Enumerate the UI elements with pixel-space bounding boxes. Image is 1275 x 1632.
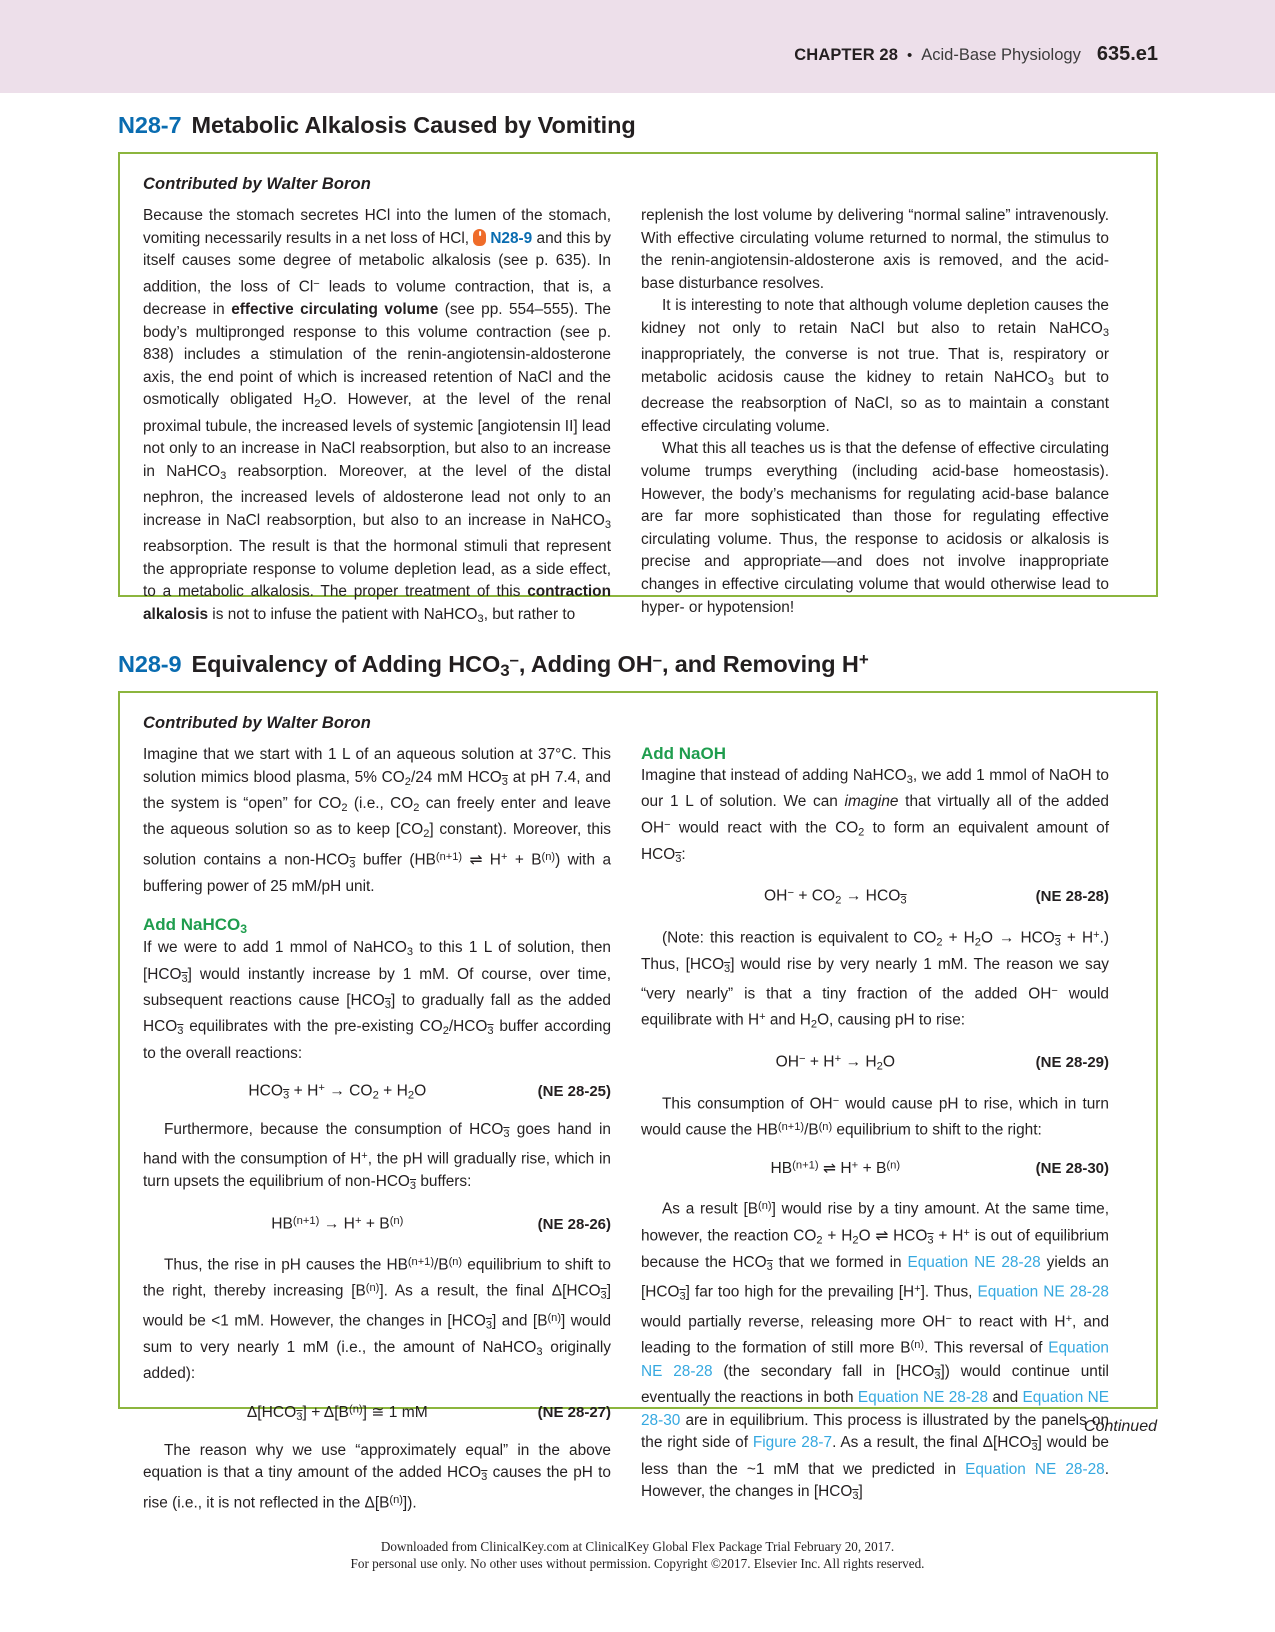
text-run: can freely enter and leave the aqueous solution so as to keep [CO <box>143 794 611 839</box>
superscript: + <box>963 1226 970 1239</box>
subscript: 3 <box>501 775 508 788</box>
equation-link-ne-28-28[interactable]: Equation NE 28-28 <box>965 1460 1105 1478</box>
paragraph-saline-continued <box>641 205 1109 295</box>
equation-number: (NE 28-30) <box>1035 1160 1109 1178</box>
figure-link-28-7[interactable]: Figure 28-7 <box>752 1434 833 1452</box>
paragraph-consumption-oh <box>641 1090 1109 1143</box>
text-run: ] would sum to very nearly 1 mM (i.e., the amount of NaHCO <box>143 1312 612 1356</box>
subscript: 3 <box>536 1345 543 1358</box>
running-head-chapter: CHAPTER 28 <box>794 46 898 64</box>
paragraph-furthermore <box>143 1119 611 1198</box>
equation-body: $OH^- + H^+ \to H_2O$ <box>775 1053 896 1073</box>
text-run: ] far too high for the prevailing [H <box>685 1283 915 1301</box>
subscript: 2 <box>835 894 842 907</box>
text-run: Thus, the rise in pH causes the HB <box>164 1256 408 1274</box>
text-run: buffer (HB <box>355 851 436 869</box>
text-run: This consumption of OH <box>662 1095 833 1113</box>
text-run: ] would rise by very nearly 1 mM. The reason we say “very nearly” is that a tiny fraction of the added OH <box>641 955 1109 1003</box>
text-run: ⇌ H <box>462 851 501 869</box>
equation-number: (NE 28-27) <box>537 1403 611 1421</box>
superscript: + <box>1093 928 1100 941</box>
text-run: and this by itself causes some degree of metabolic alkalosis (see p. 635). In addition, the loss of Cl <box>143 229 611 296</box>
text-run: ]). <box>402 1494 417 1512</box>
subscript: 2 <box>810 1018 818 1031</box>
text-run: ] constant). Moreover, this solution contains a non-HCO <box>143 821 611 869</box>
text-run: and <box>988 1388 1023 1406</box>
subscript: 3 <box>500 661 510 681</box>
text-run: O ⇌ HCO <box>858 1227 928 1245</box>
paragraph-note-equivalent <box>641 924 1109 1037</box>
superscript: (n+1) <box>407 1255 435 1268</box>
equation-number: (NE 28-29) <box>1035 1054 1109 1072</box>
superscript: + <box>858 650 869 669</box>
subscript: 2 <box>341 801 348 814</box>
superscript: + <box>361 1150 368 1163</box>
equation-ne-28-25 <box>143 1082 611 1102</box>
cross-reference-n28-9[interactable]: N28-9 <box>490 229 533 247</box>
superscript: − <box>664 818 671 831</box>
subscript: 3 <box>384 998 391 1011</box>
subscript: 2 <box>442 1025 449 1038</box>
subscript: 2 <box>404 775 411 788</box>
subscript: 3 <box>604 518 611 531</box>
superscript: (n+1) <box>292 1214 320 1227</box>
subscript: 2 <box>314 398 321 411</box>
footer-line-2: For personal use only. No other uses without permission. Copyright ©2017. Elsevier Inc. All rights reserved. <box>350 1556 925 1571</box>
text-run: It is interesting to note that although volume depletion causes the kidney not only to retain NaCl but also to retain NaHCO <box>641 297 1109 337</box>
superscript: (n) <box>541 850 556 863</box>
subscript: 3 <box>1031 1440 1038 1453</box>
page-folio: 635.e1 <box>1096 43 1158 65</box>
paragraph-add-nahco3 <box>143 937 611 1065</box>
text-run: replenish the lost volume by delivering “normal saline” intravenously. With effective circulating volume returned to normal, the stimulus to the renin-angiotensin-aldosterone axis is removed, and the acid-base disturbance resolves. <box>641 207 1109 292</box>
text-run: is not to infuse the patient with NaHCO <box>208 606 478 624</box>
title-part: , Adding OH <box>518 651 653 678</box>
superscript: + <box>354 1214 362 1227</box>
text-run: The reason why we use “approximately equal” in the above equation is that a tiny amount of the added HCO <box>143 1441 611 1482</box>
text-run: , the pH will gradually rise, which in turn upsets the equilibrium of non-HCO <box>143 1150 611 1191</box>
subscript: 3 <box>481 1470 488 1483</box>
subscript: 3 <box>177 1025 184 1038</box>
superscript: − <box>1051 985 1058 998</box>
text-run: ]) would continue until eventually the reactions in both <box>641 1362 1109 1406</box>
running-head <box>794 43 1158 66</box>
superscript: – <box>652 650 662 669</box>
text-run: goes hand in hand with the consumption of H <box>143 1120 611 1168</box>
text-run: inappropriately, the converse is not true. That is, respiratory or metabolic acidosis cause the kidney to retain NaHCO <box>641 346 1109 386</box>
superscript: + <box>1065 1313 1073 1326</box>
text-run: would equilibrate with H <box>641 985 1109 1030</box>
text-run: but to decrease the reabsorption of NaCl, so as to maintain a constant effective circulating volume. <box>641 368 1109 435</box>
superscript: + <box>318 1082 325 1095</box>
subscript: 3 <box>283 1089 290 1102</box>
equation-number: (NE 28-26) <box>537 1215 611 1233</box>
equation-body: $HCO_3 + H^+ \to CO_2 + H_2O$ <box>248 1082 427 1102</box>
subscript: 3 <box>220 469 227 482</box>
superscript: (n) <box>547 1311 562 1324</box>
paragraph-result-bn <box>641 1195 1109 1507</box>
text-run: ] and [B <box>492 1312 548 1330</box>
text-run: causes the pH to rise (i.e., it is not reflected in the Δ[B <box>143 1464 611 1512</box>
text-run: . As a result, the final Δ[HCO <box>832 1434 1032 1452</box>
text-run: that virtually all of the added OH <box>641 793 1109 837</box>
text-run: (the secondary fall in [HCO <box>712 1362 935 1380</box>
subscript: 3 <box>1047 375 1054 388</box>
superscript: − <box>787 887 794 900</box>
subscript: 3 <box>906 773 913 786</box>
subscript: 3 <box>503 1127 510 1140</box>
text-run: As a result [B <box>662 1201 759 1219</box>
text-run: ] would instantly increase by 1 mM. Of course, over time, subsequent reactions cause [HCO <box>143 965 611 1010</box>
subscript: 3 <box>240 922 248 937</box>
superscript: + <box>851 1159 859 1172</box>
equation-ne-28-28 <box>641 887 1109 907</box>
subscript: 3 <box>485 1319 493 1332</box>
text-run: reabsorption. The result is that the hormonal stimuli that represent the appropriate response to volume depletion lead, as a side effect, to a metabolic alkalosis. The proper treatment of this <box>143 538 611 601</box>
subscript: 3 <box>409 1180 417 1193</box>
text-run: ) with a buffering power of 25 mM/pH unit. <box>143 851 612 895</box>
text-run: Because the stomach secretes HCl into the lumen of the stomach, vomiting necessarily results in a net loss of HCl, <box>143 207 611 247</box>
subscript: 3 <box>406 946 414 959</box>
equation-ne-28-29 <box>641 1053 1109 1073</box>
footer-line-1: Downloaded from ClinicalKey.com at ClinicalKey Global Flex Package Trial February 20, 2017. <box>380 1539 895 1554</box>
text-run: are in equilibrium. This process is illustrated by the panels on the right side of <box>641 1411 1109 1452</box>
equation-number: (NE 28-25) <box>537 1083 611 1101</box>
text-run: at pH 7.4, and the system is “open” for CO <box>143 768 611 812</box>
paragraph-approximately-equal <box>143 1440 611 1515</box>
paragraph-defense-ecv <box>641 438 1109 619</box>
text-run: (i.e., CO <box>347 794 414 812</box>
superscript: − <box>945 1313 952 1326</box>
equation-number: (NE 28-28) <box>1035 888 1109 906</box>
superscript: − <box>798 1053 806 1066</box>
text-run: O → HCO <box>980 929 1055 947</box>
subscript: 3 <box>477 612 484 625</box>
superscript: (n) <box>448 1255 463 1268</box>
text-run: equilibrium to shift to the right: <box>832 1121 1042 1139</box>
superscript: − <box>832 1094 840 1107</box>
subscript: 3 <box>1102 326 1109 339</box>
text-run: and H <box>765 1012 811 1030</box>
paragraph-setup <box>143 744 611 898</box>
subscript: 2 <box>974 936 981 949</box>
text-run: (Note: this reaction is equivalent to CO <box>662 929 937 947</box>
subscript: 2 <box>372 1089 379 1102</box>
superscript: (n) <box>886 1159 901 1172</box>
subscript: 3 <box>675 852 682 865</box>
subheading-add-nahco3 <box>143 915 611 936</box>
subscript: 3 <box>900 894 907 907</box>
running-head-band <box>0 0 1275 93</box>
text-run: Imagine that instead of adding NaHCO <box>641 767 907 784</box>
text-run: + H <box>822 1227 853 1245</box>
text-run: .) Thus, [HCO <box>641 929 1110 973</box>
text-run: /B <box>804 1121 819 1139</box>
text-run: + H <box>933 1227 964 1245</box>
equation-ne-28-30 <box>641 1159 1109 1178</box>
superscript: + <box>759 1011 766 1024</box>
equation-link-ne-28-28[interactable]: Equation NE 28-28 <box>977 1283 1109 1301</box>
superscript: + <box>500 850 508 863</box>
content-box-n28-7 <box>118 152 1158 625</box>
text-run: , we add 1 mmol of NaOH to our 1 L of solution. We can <box>641 767 1109 811</box>
superscript: (n) <box>365 1281 380 1294</box>
subscript: 3 <box>600 1289 607 1302</box>
equation-link-ne-28-28[interactable]: Equation NE 28-28 <box>907 1253 1041 1271</box>
two-column-layout <box>143 744 1133 1515</box>
section-number: N28-7 <box>118 112 182 138</box>
subscript: 3 <box>934 1369 941 1382</box>
text-run: would partially reverse, releasing more OH <box>641 1313 946 1331</box>
subscript: 2 <box>936 936 943 949</box>
superscript: (n) <box>389 1493 403 1506</box>
superscript: (n) <box>389 1214 404 1227</box>
text-run: buffers: <box>416 1173 472 1191</box>
superscript: (n+1) <box>792 1159 819 1172</box>
text-run: to this 1 L of solution, then [HCO <box>143 939 611 983</box>
text-run: would cause pH to rise, which in turn would cause the HB <box>641 1095 1109 1139</box>
paragraph-add-naoh <box>641 765 1109 870</box>
title-part: Equivalency of Adding HCO <box>191 651 501 678</box>
superscript: + <box>834 1053 842 1066</box>
text-run: ] <box>858 1483 863 1501</box>
equation-body: $HB^{(n+1)} \to H^+ + B^{(n)}$ <box>271 1214 404 1233</box>
superscript: + <box>914 1283 921 1296</box>
text-run: is out of equilibrium because the HCO <box>641 1227 1109 1271</box>
text-run: (see pp. 554–555). The body’s multipronged response to this volume contraction (see p. 838) includes a stimulation of the renin-angiotensin-aldosterone axis, the end point of which is increased retention of NaCl and the osmotically obligated H <box>143 301 611 409</box>
subscript: 2 <box>407 1089 415 1102</box>
subscript: 3 <box>852 1489 859 1502</box>
subscript: 3 <box>181 972 188 985</box>
title-part: , and Removing H <box>661 651 859 678</box>
italic-emphasis: imagine <box>844 793 899 811</box>
text-run: to react with H <box>951 1313 1066 1331</box>
text-run: ] would rise by a tiny amount. At the same time, however, the reaction CO <box>641 1201 1109 1245</box>
running-head-title: Acid-Base Physiology <box>921 46 1081 64</box>
text-run: + H <box>1060 929 1094 947</box>
text-run: If we were to add 1 mmol of NaHCO <box>143 939 407 957</box>
equation-body: $\Delta[HCO_3] + \Delta[B^{(n)}]$ ≅ 1 mM <box>246 1403 428 1423</box>
subscript: 3 <box>487 1025 494 1038</box>
equation-link-ne-28-28[interactable]: Equation NE 28-28 <box>857 1388 989 1406</box>
superscript: (n) <box>348 1403 363 1416</box>
subscript: 2 <box>858 826 865 839</box>
paragraph-thus-rise-ph <box>143 1251 611 1386</box>
text-run: ] would be <1 mM. However, the changes in [HCO <box>143 1282 611 1330</box>
subscript: 2 <box>876 1060 883 1073</box>
text-run: ] to gradually fall as the added HCO <box>143 992 611 1036</box>
text-run: ] would be less than the ~1 mM that we predicted in <box>641 1434 1109 1478</box>
equation-link-ne-28-28[interactable]: Equation NE 28-28 <box>641 1340 1109 1380</box>
section-title <box>191 650 869 681</box>
subscript: 3 <box>349 858 356 871</box>
paragraph-converse <box>641 295 1109 438</box>
subscript: 3 <box>927 1234 934 1247</box>
superscript-minus: − <box>313 277 320 290</box>
text-run: leads to volume contraction, that is, a decrease in <box>143 278 611 319</box>
equation-link-ne-28-30[interactable]: Equation NE 28-30 <box>641 1388 1109 1429</box>
subscript: 3 <box>1054 936 1061 949</box>
text-run: . However, the changes in [HCO <box>641 1460 1109 1501</box>
text-run: to form an equivalent amount of HCO <box>641 819 1109 863</box>
superscript: – <box>509 650 519 669</box>
superscript: (n+1) <box>777 1121 805 1134</box>
text-run: buffer according to the overall reactions: <box>143 1018 611 1062</box>
text-run: equilibrates with the pre-existing CO <box>183 1018 443 1036</box>
column-right <box>641 744 1109 1515</box>
text-run: : <box>681 845 686 863</box>
text-run: would react with the CO <box>670 819 859 837</box>
continued-label: Continued <box>1084 1418 1157 1435</box>
section-title: Metabolic Alkalosis Caused by Vomiting <box>191 112 636 138</box>
text-run: ]. Thus, <box>920 1283 978 1301</box>
text-run: yields an [HCO <box>641 1253 1109 1301</box>
superscript: (n) <box>758 1200 772 1213</box>
text-run: . This reversal of <box>924 1340 1049 1358</box>
contributor-line: Contributed by Walter Boron <box>143 714 371 732</box>
superscript: (n) <box>818 1121 833 1134</box>
contributor-line: Contributed by Walter Boron <box>143 175 371 193</box>
text-run: + H <box>942 929 975 947</box>
text-run: , and leading to the formation of still more B <box>641 1313 1110 1358</box>
subscript: 3 <box>766 1260 773 1273</box>
mouse-icon <box>473 229 486 246</box>
subscript: 2 <box>816 1234 823 1247</box>
equation-body: $OH^- + CO_2 \to HCO_3$ <box>764 887 907 907</box>
equation-ne-28-27 <box>143 1403 611 1423</box>
equation-ne-28-26 <box>143 1215 611 1234</box>
superscript: (n) <box>910 1339 925 1352</box>
text-run: O. However, at the level of the renal proximal tubule, the increased levels of systemic [angiotensin II] lead not only to an increase in NaCl reabsorption, but also to an increase in NaHCO <box>143 391 612 480</box>
superscript: (n+1) <box>435 850 463 863</box>
text-run: /B <box>434 1256 449 1274</box>
text-run: Imagine that we start with 1 L of an aqueous solution at 37°C. This solution mimics blood plasma, 5% CO <box>143 746 611 786</box>
paragraph-vomiting-intro <box>143 205 611 630</box>
text-run: + B <box>507 851 542 869</box>
section-heading-n28-9 <box>118 650 869 681</box>
section-number: N28-9 <box>118 651 182 678</box>
subscript: 3 <box>296 1410 303 1423</box>
running-head-separator: • <box>906 47 913 64</box>
column-left <box>143 744 611 1515</box>
subscript: 2 <box>423 828 430 841</box>
text-run: O, causing pH to rise: <box>817 1012 966 1030</box>
text-run: , but rather to <box>483 606 576 624</box>
subheading-text: Add NaHCO <box>143 915 241 935</box>
text-run: that we formed in <box>772 1253 908 1271</box>
text-run: What this all teaches us is that the defense of effective circulating volume trumps everything (including acid-base homeostasis). However, the body’s mechanisms for regulating acid-base balance are far more sophisticated than those for regulating effective circulating volume. Thus, the response to acidosis or alkalosis is precise and appropriate—and does not involve inappropriate changes in effective circulating volume that would otherwise lead to hyper- or hypotension! <box>641 440 1109 616</box>
column-right <box>641 205 1109 630</box>
equation-body: $HB^{(n+1)}$ ⇌ $H^+ + B^{(n)}$ <box>770 1159 901 1178</box>
subscript: 3 <box>679 1290 686 1303</box>
subscript: 2 <box>852 1234 859 1247</box>
text-run: reabsorption. Moreover, at the level of the distal nephron, the increased levels of aldosterone lead not only to an increase in NaCl reabsorption, but also to an increase in NaHCO <box>143 462 611 529</box>
text-run: /HCO <box>448 1018 488 1036</box>
subheading-add-naoh: Add NaOH <box>641 744 726 763</box>
text-run: /24 mM HCO <box>410 768 502 786</box>
column-left <box>143 205 611 630</box>
text-run: ]. As a result, the final Δ[HCO <box>379 1282 601 1300</box>
section-heading-n28-7 <box>118 112 636 139</box>
text-run: originally added): <box>143 1338 611 1383</box>
bold-term-ecv: effective circulating volume <box>231 301 439 319</box>
text-run: Furthermore, because the consumption of HCO <box>164 1120 504 1138</box>
two-column-layout <box>143 205 1133 630</box>
subscript: 2 <box>413 801 420 814</box>
text-run: equilibrium to shift to the right, thereby increasing [B <box>143 1256 611 1300</box>
bold-term-contraction-alkalosis: contraction alkalosis <box>143 583 611 624</box>
subscript: 3 <box>724 962 731 975</box>
